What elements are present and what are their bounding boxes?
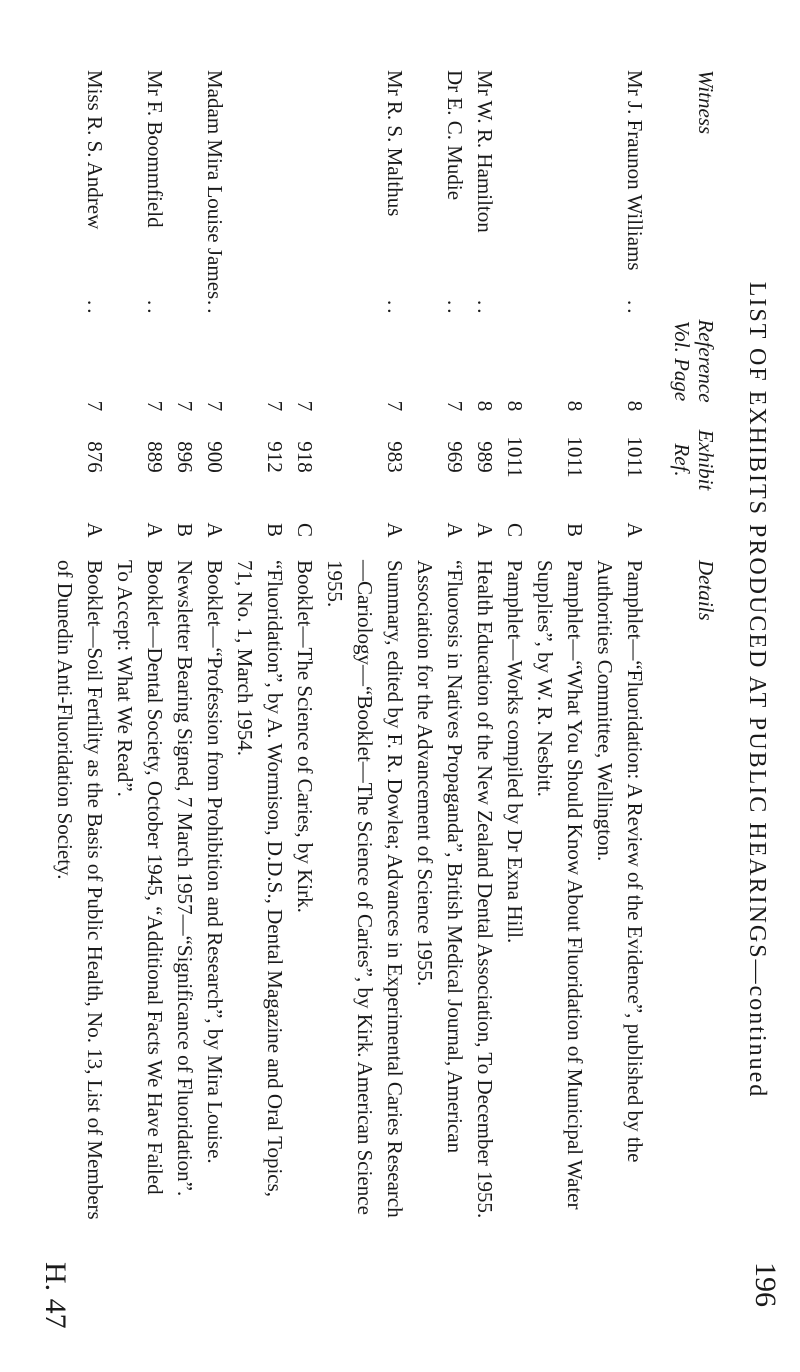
reference-volume: 7 [143, 400, 167, 412]
reference-volume: 7 [173, 400, 197, 412]
column-header-details: Details [694, 560, 718, 621]
exhibit-ref: A [623, 522, 647, 538]
leader-dots: .. [203, 300, 227, 317]
reference-page: 889 [143, 441, 167, 473]
leader-dots: .. [383, 300, 407, 317]
reference-page: 1011 [563, 436, 587, 478]
reference-volume: 8 [503, 400, 527, 412]
exhibit-ref: C [503, 522, 527, 537]
leader-dots: .. [623, 300, 647, 317]
reference-page: 1011 [623, 436, 647, 478]
reference-volume: 7 [293, 400, 317, 412]
exhibit-ref: B [563, 522, 587, 537]
exhibit-details: Booklet—“Profession from Prohibition and Research”, by Mira Louise. [203, 560, 227, 1164]
exhibit-entry [410, 70, 470, 1220]
column-header-witness: Witness [694, 70, 718, 135]
exhibit-ref: A [203, 522, 227, 538]
reference-volume: 7 [263, 400, 287, 412]
exhibit-details: Summary, edited by F. R. Dowlea; Advances in Experimental Caries Research—Cariology—“Booklet—The Science of Caries”, by Kirk. American Science 1955. [323, 560, 407, 1218]
exhibit-list [50, 70, 650, 1220]
exhibit-details: Booklet—The Science of Caries, by Kirk. [293, 560, 317, 913]
exhibit-details: Pamphlet—Works compiled by Dr Exna Hill. [503, 560, 527, 944]
exhibit-ref: A [383, 522, 407, 538]
page-number: 196 [749, 1262, 782, 1307]
exhibit-entry [500, 70, 530, 1220]
exhibit-entry [110, 70, 170, 1220]
exhibit-details: Health Education of the New Zealand Dental Association, To December 1955. [473, 560, 497, 1219]
column-header-exhibit-label: Exhibit [694, 429, 718, 491]
column-header-reference [670, 306, 718, 416]
column-header-exhibit [670, 420, 718, 500]
reference-page: 900 [203, 441, 227, 473]
exhibit-entry [50, 70, 110, 1220]
exhibit-details: Newsletter Bearing Signed, 7 March 1957—“Significance of Fluoridation”. [173, 560, 197, 1197]
exhibit-details: “Fluoridation”, by A. Wormison, D.D.S., Dental Magazine and Oral Topics, 71, No. 1, March 1954. [233, 560, 287, 1198]
exhibit-entry [290, 70, 320, 1220]
reference-volume: 8 [623, 400, 647, 412]
reference-page: 969 [443, 441, 467, 473]
reference-page: 989 [473, 441, 497, 473]
reference-volume: 7 [383, 400, 407, 412]
exhibit-entry [470, 70, 500, 1220]
leader-dots: .. [473, 300, 497, 317]
reference-volume: 7 [203, 400, 227, 412]
reference-volume: 7 [83, 400, 107, 412]
witness-name: Mr F. Boommfield [143, 70, 167, 228]
reference-volume: 7 [443, 400, 467, 412]
reference-page: 876 [83, 441, 107, 473]
exhibit-details: Booklet—Dental Society, October 1945, “Additional Facts We Have Failed To Accept: What We Read”. [113, 560, 167, 1195]
exhibit-entry [200, 70, 230, 1220]
exhibit-ref: A [143, 522, 167, 538]
reference-page: 918 [293, 441, 317, 473]
reference-page: 983 [383, 441, 407, 473]
witness-name: Miss R. S. Andrew [83, 70, 107, 230]
reference-page: 896 [173, 441, 197, 473]
leader-dots: .. [143, 300, 167, 317]
column-header-reference-sub: Vol. Page [670, 320, 694, 402]
witness-name: Dr E. C. Mudie [443, 70, 467, 201]
witness-name: Mr R. S. Malthus [383, 70, 407, 217]
leader-dots: .. [443, 300, 467, 317]
column-header-reference-label: Reference [694, 319, 718, 403]
exhibit-details: Booklet—Soil Fertility as the Basis of Public Health, No. 13, List of Members of Dunedin Anti-Fluoridation Society. [53, 560, 107, 1220]
exhibit-ref: A [83, 522, 107, 538]
reference-page: 1011 [503, 436, 527, 478]
exhibit-ref: C [293, 522, 317, 537]
folio-reference: H. 47 [39, 1262, 72, 1329]
exhibit-ref: B [263, 522, 287, 537]
reference-volume: 8 [563, 400, 587, 412]
exhibit-details: “Fluorosis in Natives Propaganda”, British Medical Journal, American Association for the Advancement of Science 1955. [413, 560, 467, 1154]
page-heading: LIST OF EXHIBITS PRODUCED AT PUBLIC HEARINGS—continued [744, 281, 770, 1099]
column-header-exhibit-sub: Ref. [670, 443, 694, 477]
reference-volume: 8 [473, 400, 497, 412]
exhibit-details: Pamphlet—“What You Should Know About Fluoridation of Municipal Water Supplies”, by W. R. Nesbitt. [533, 560, 587, 1210]
leader-dots: .. [83, 300, 107, 317]
exhibit-ref: A [473, 522, 497, 538]
exhibit-entry [590, 70, 650, 1220]
exhibit-entry [530, 70, 590, 1220]
exhibit-ref: A [443, 522, 467, 538]
exhibit-ref: B [173, 522, 197, 537]
exhibit-entry [170, 70, 200, 1220]
witness-name: Madam Mira Louise James [203, 70, 227, 300]
exhibit-details: Pamphlet—“Fluoridation: A Review of the Evidence”, published by the Authorities Committee, Wellington. [593, 560, 647, 1163]
reference-page: 912 [263, 441, 287, 473]
exhibit-entry [230, 70, 290, 1220]
witness-name: Mr W. R. Hamilton [473, 70, 497, 233]
exhibit-entry [320, 70, 410, 1220]
witness-name: Mr J. Fraunon Williams [623, 70, 647, 271]
